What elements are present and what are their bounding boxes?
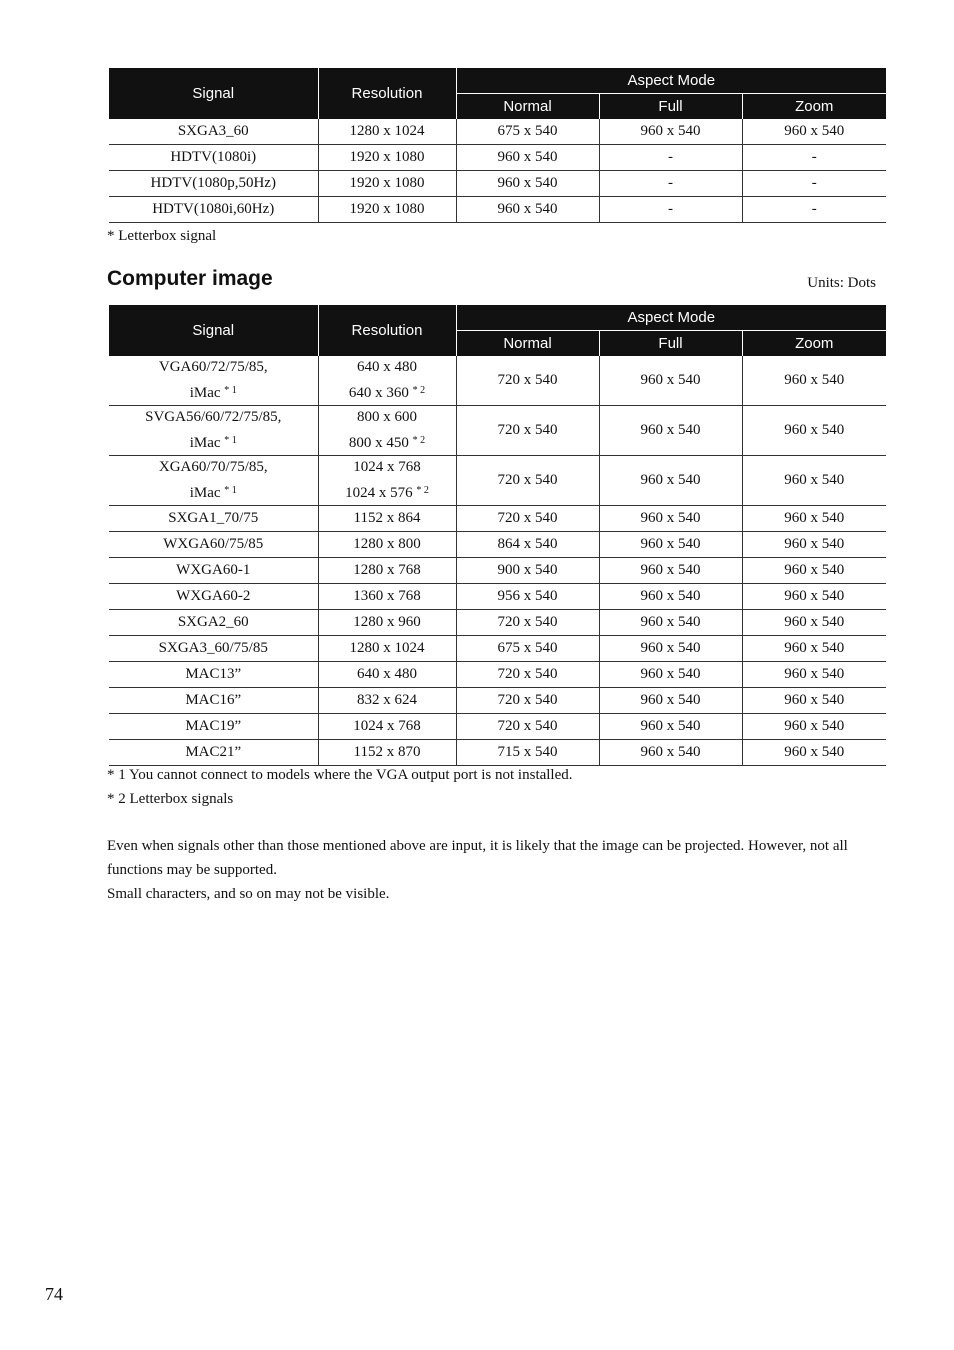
table-row <box>109 584 886 610</box>
table-row <box>109 662 886 688</box>
cell-signal: SXGA2_60 <box>109 610 318 636</box>
cell-resolution <box>318 406 456 456</box>
header-signal: Signal <box>109 305 318 356</box>
cell-zoom: 960 x 540 <box>742 406 886 456</box>
cell-full: 960 x 540 <box>599 610 742 636</box>
paragraph-line1: Even when signals other than those mentioned above are input, it is likely that the image can be projected. However, not all functions may be supported. <box>107 838 848 878</box>
cell-signal: HDTV(1080i,60Hz) <box>109 197 318 223</box>
signal-line1: SVGA56/60/72/75/85, <box>145 409 282 425</box>
page-number: 74 <box>45 1284 63 1304</box>
cell-resolution: 1920 x 1080 <box>318 171 456 197</box>
cell-zoom: - <box>742 145 886 171</box>
footnote-letterbox: * Letterbox signal <box>107 228 217 244</box>
signal-line2: iMac <box>189 385 221 401</box>
cell-normal: 720 x 540 <box>456 662 599 688</box>
cell-signal: MAC13” <box>109 662 318 688</box>
cell-zoom: 960 x 540 <box>742 356 886 406</box>
cell-normal: 715 x 540 <box>456 740 599 766</box>
cell-resolution: 1920 x 1080 <box>318 145 456 171</box>
cell-full: 960 x 540 <box>599 356 742 406</box>
cell-full: 960 x 540 <box>599 636 742 662</box>
section-title: Computer image <box>107 267 273 290</box>
signal-table-video <box>109 68 886 223</box>
cell-normal: 956 x 540 <box>456 584 599 610</box>
cell-zoom: - <box>742 171 886 197</box>
header-normal: Normal <box>456 331 599 357</box>
table-row <box>109 688 886 714</box>
table-row <box>109 119 886 145</box>
header-resolution: Resolution <box>318 305 456 356</box>
header-zoom: Zoom <box>742 331 886 357</box>
table-row <box>109 740 886 766</box>
cell-resolution: 1280 x 800 <box>318 532 456 558</box>
cell-signal: WXGA60-2 <box>109 584 318 610</box>
header-full: Full <box>599 331 742 357</box>
notes-paragraph <box>107 834 882 906</box>
table-row <box>109 406 886 456</box>
cell-signal: HDTV(1080i) <box>109 145 318 171</box>
cell-signal: MAC16” <box>109 688 318 714</box>
cell-full: 960 x 540 <box>599 506 742 532</box>
footnote-ref: * 1 <box>224 435 237 446</box>
signal-line1: VGA60/72/75/85, <box>158 359 268 375</box>
cell-normal: 864 x 540 <box>456 532 599 558</box>
cell-signal: SXGA3_60 <box>109 119 318 145</box>
cell-signal <box>109 356 318 406</box>
cell-normal: 960 x 540 <box>456 197 599 223</box>
res-line1: 640 x 480 <box>357 359 417 375</box>
table-row <box>109 610 886 636</box>
cell-zoom: 960 x 540 <box>742 532 886 558</box>
cell-zoom: 960 x 540 <box>742 506 886 532</box>
cell-normal: 900 x 540 <box>456 558 599 584</box>
cell-normal: 960 x 540 <box>456 145 599 171</box>
res-line1: 1024 x 768 <box>353 459 421 475</box>
res-line2: 640 x 360 <box>348 385 409 401</box>
res-line1: 800 x 600 <box>357 409 417 425</box>
cell-signal: MAC19” <box>109 714 318 740</box>
footnote-1: * 1 You cannot connect to models where the VGA output port is not installed. <box>107 767 573 783</box>
signal-line1: XGA60/70/75/85, <box>158 459 268 475</box>
table-row <box>109 558 886 584</box>
footnote-ref: * 2 <box>412 385 426 396</box>
cell-signal: MAC21” <box>109 740 318 766</box>
cell-zoom: 960 x 540 <box>742 688 886 714</box>
table-row <box>109 145 886 171</box>
header-resolution: Resolution <box>318 68 456 119</box>
cell-zoom: 960 x 540 <box>742 662 886 688</box>
cell-normal: 720 x 540 <box>456 610 599 636</box>
cell-full: 960 x 540 <box>599 558 742 584</box>
cell-zoom: 960 x 540 <box>742 610 886 636</box>
cell-zoom: 960 x 540 <box>742 636 886 662</box>
cell-resolution <box>318 356 456 406</box>
cell-resolution: 1360 x 768 <box>318 584 456 610</box>
cell-zoom: 960 x 540 <box>742 456 886 506</box>
cell-resolution: 1024 x 768 <box>318 714 456 740</box>
table-row <box>109 532 886 558</box>
cell-resolution: 1280 x 1024 <box>318 119 456 145</box>
table-row <box>109 636 886 662</box>
res-line2: 800 x 450 <box>348 435 409 451</box>
signal-table-computer <box>109 305 886 766</box>
table-row <box>109 506 886 532</box>
cell-normal: 675 x 540 <box>456 119 599 145</box>
paragraph-line2: Small characters, and so on may not be visible. <box>107 886 390 902</box>
header-aspect-mode: Aspect Mode <box>456 68 886 94</box>
cell-full: 960 x 540 <box>599 119 742 145</box>
cell-full: 960 x 540 <box>599 406 742 456</box>
cell-resolution: 1152 x 870 <box>318 740 456 766</box>
header-signal: Signal <box>109 68 318 119</box>
cell-signal: WXGA60-1 <box>109 558 318 584</box>
cell-normal: 720 x 540 <box>456 456 599 506</box>
footnote-ref: * 2 <box>416 485 429 496</box>
cell-full: 960 x 540 <box>599 688 742 714</box>
cell-signal <box>109 406 318 456</box>
cell-resolution <box>318 456 456 506</box>
cell-full: 960 x 540 <box>599 456 742 506</box>
table-row <box>109 171 886 197</box>
cell-zoom: 960 x 540 <box>742 119 886 145</box>
footnote-2: * 2 Letterbox signals <box>107 791 234 807</box>
header-full: Full <box>599 94 742 120</box>
table-row <box>109 197 886 223</box>
table-row <box>109 714 886 740</box>
cell-full: 960 x 540 <box>599 740 742 766</box>
cell-normal: 720 x 540 <box>456 688 599 714</box>
units-label: Units: Dots <box>807 275 876 291</box>
cell-signal: SXGA1_70/75 <box>109 506 318 532</box>
cell-zoom: - <box>742 197 886 223</box>
cell-signal: SXGA3_60/75/85 <box>109 636 318 662</box>
cell-full: 960 x 540 <box>599 584 742 610</box>
cell-resolution: 1152 x 864 <box>318 506 456 532</box>
signal-line2: iMac <box>189 485 221 501</box>
cell-normal: 960 x 540 <box>456 171 599 197</box>
cell-resolution: 1280 x 960 <box>318 610 456 636</box>
res-line2: 1024 x 576 <box>345 485 413 501</box>
cell-full: - <box>599 145 742 171</box>
footnote-ref: * 2 <box>412 435 426 446</box>
cell-resolution: 1920 x 1080 <box>318 197 456 223</box>
cell-normal: 675 x 540 <box>456 636 599 662</box>
footnote-ref: * 1 <box>224 485 237 496</box>
cell-signal <box>109 456 318 506</box>
cell-resolution: 1280 x 1024 <box>318 636 456 662</box>
cell-normal: 720 x 540 <box>456 356 599 406</box>
cell-normal: 720 x 540 <box>456 714 599 740</box>
cell-full: - <box>599 197 742 223</box>
cell-resolution: 832 x 624 <box>318 688 456 714</box>
cell-full: - <box>599 171 742 197</box>
cell-normal: 720 x 540 <box>456 406 599 456</box>
cell-full: 960 x 540 <box>599 714 742 740</box>
cell-resolution: 1280 x 768 <box>318 558 456 584</box>
table-row <box>109 356 886 406</box>
cell-full: 960 x 540 <box>599 532 742 558</box>
header-normal: Normal <box>456 94 599 120</box>
cell-zoom: 960 x 540 <box>742 714 886 740</box>
cell-normal: 720 x 540 <box>456 506 599 532</box>
footnote-ref: * 1 <box>224 385 237 396</box>
cell-signal: HDTV(1080p,50Hz) <box>109 171 318 197</box>
header-aspect-mode: Aspect Mode <box>456 305 886 331</box>
cell-zoom: 960 x 540 <box>742 558 886 584</box>
cell-full: 960 x 540 <box>599 662 742 688</box>
table-row <box>109 456 886 506</box>
cell-signal: WXGA60/75/85 <box>109 532 318 558</box>
cell-zoom: 960 x 540 <box>742 740 886 766</box>
cell-zoom: 960 x 540 <box>742 584 886 610</box>
signal-line2: iMac <box>189 435 221 451</box>
header-zoom: Zoom <box>742 94 886 120</box>
cell-resolution: 640 x 480 <box>318 662 456 688</box>
